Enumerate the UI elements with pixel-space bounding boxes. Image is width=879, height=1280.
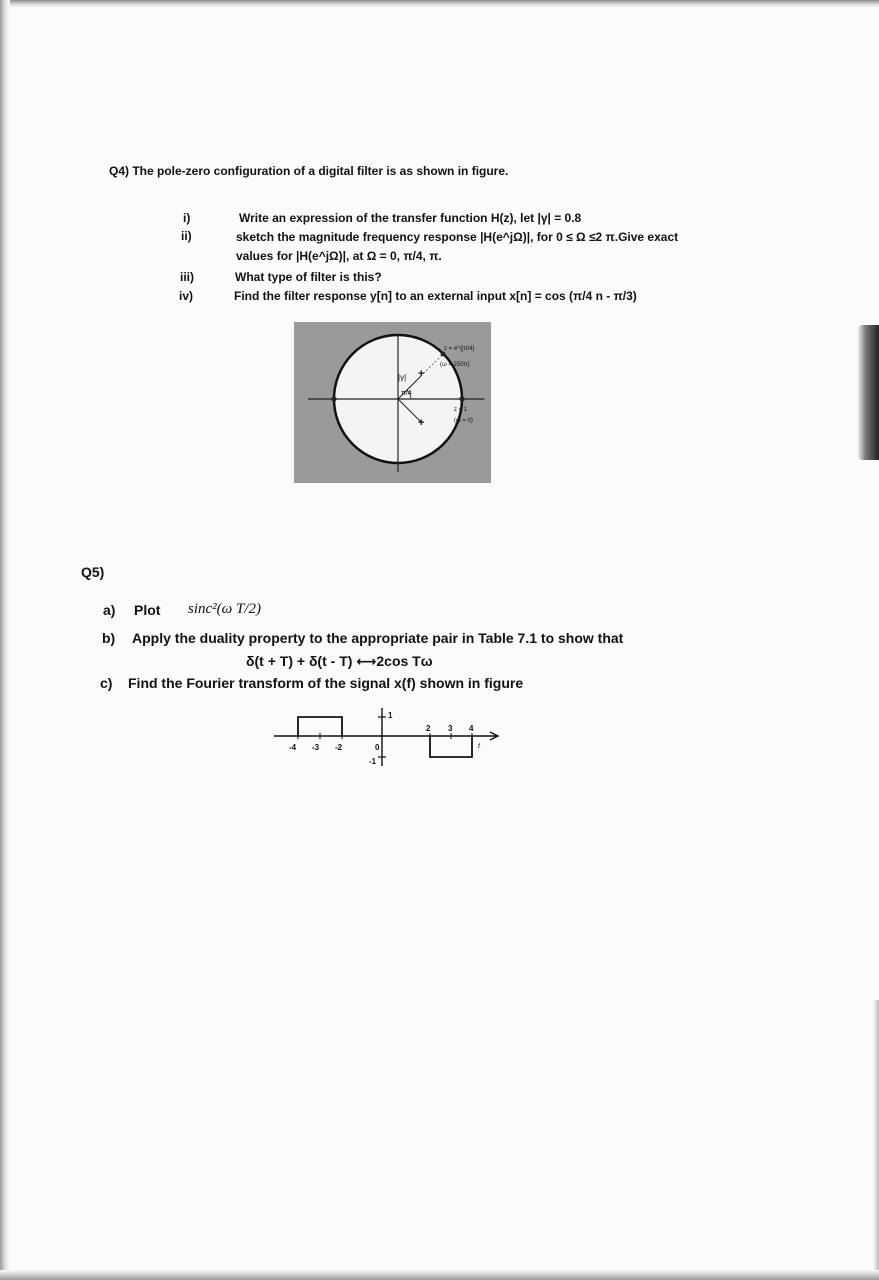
q5-c-label: c) [100,675,113,691]
tick-label: -2 [335,743,343,752]
q5-a-math: sinc²(ω T/2) [188,601,262,617]
tick-label: -3 [312,743,320,752]
q4-item-text: Write an expression of the transfer function H(z), let |γ| = 0.8 [239,211,582,225]
q4-item-text: What type of filter is this? [235,270,382,284]
q4-item-num: iv) [179,289,194,303]
tick-label: -4 [289,743,297,752]
angle-label: π/4 [401,390,412,397]
pole-zero-diagram [294,322,491,483]
q4-item-text: sketch the magnitude frequency response |H(e^jΩ)|, for 0 ≤ Ω ≤2 π.Give exact [236,230,679,244]
zero-marker [441,352,446,357]
q5-a-label: a) [103,602,116,618]
tick-label: 0 [375,743,380,752]
paper-edge-right [873,1000,879,1280]
y-bottom-label: -1 [369,757,377,766]
gamma-label: |γ| [398,373,407,382]
y-top-label: 1 [388,711,393,720]
q4-item-num: ii) [181,229,192,243]
q5-b-label: b) [102,630,116,646]
binder-clip [857,325,879,460]
q4-item-text: Find the filter response y[n] to an external input x[n] = cos (π/4 n - π/3) [234,289,637,303]
tick-label: 3 [448,724,453,733]
pole-marker: + [418,417,425,429]
q4-heading: Q4) The pole-zero configuration of a digital filter is as shown in figure. [109,164,509,178]
paper-edge-top [0,0,879,8]
axis-label: t [478,743,480,750]
zero-marker [331,396,336,401]
zero-marker [459,396,464,401]
paper-edge-bottom [0,1270,879,1280]
top-pole-label: (ω = 250π) [440,362,470,368]
signal-plot [270,706,510,768]
q5-c-text: Find the Fourier transform of the signal x(f) shown in figure [128,675,524,691]
paper-edge-left [0,0,10,1280]
q4-item-text-cont: values for |H(e^jΩ)|, at Ω = 0, π/4, π. [236,249,442,263]
negative-pulse [430,736,472,757]
q5-b-equation: δ(t + T) + δ(t - T) ⟷2cos Tω [246,653,433,669]
q5-heading: Q5) [81,564,105,580]
tick-label: 2 [426,724,431,733]
q4-item-num: iii) [180,270,194,284]
top-pole-label: z = e^{jπ/4} [444,346,475,352]
tick-label: 4 [469,724,474,733]
right-pole-label: (ω = 0) [454,418,473,424]
q5-a-text: Plot [134,602,161,618]
right-pole-label: z = 1 [454,407,468,413]
pole-marker: + [418,368,425,380]
q4-item-num: i) [183,211,191,225]
q5-b-text: Apply the duality property to the appropriate pair in Table 7.1 to show that [132,630,624,646]
